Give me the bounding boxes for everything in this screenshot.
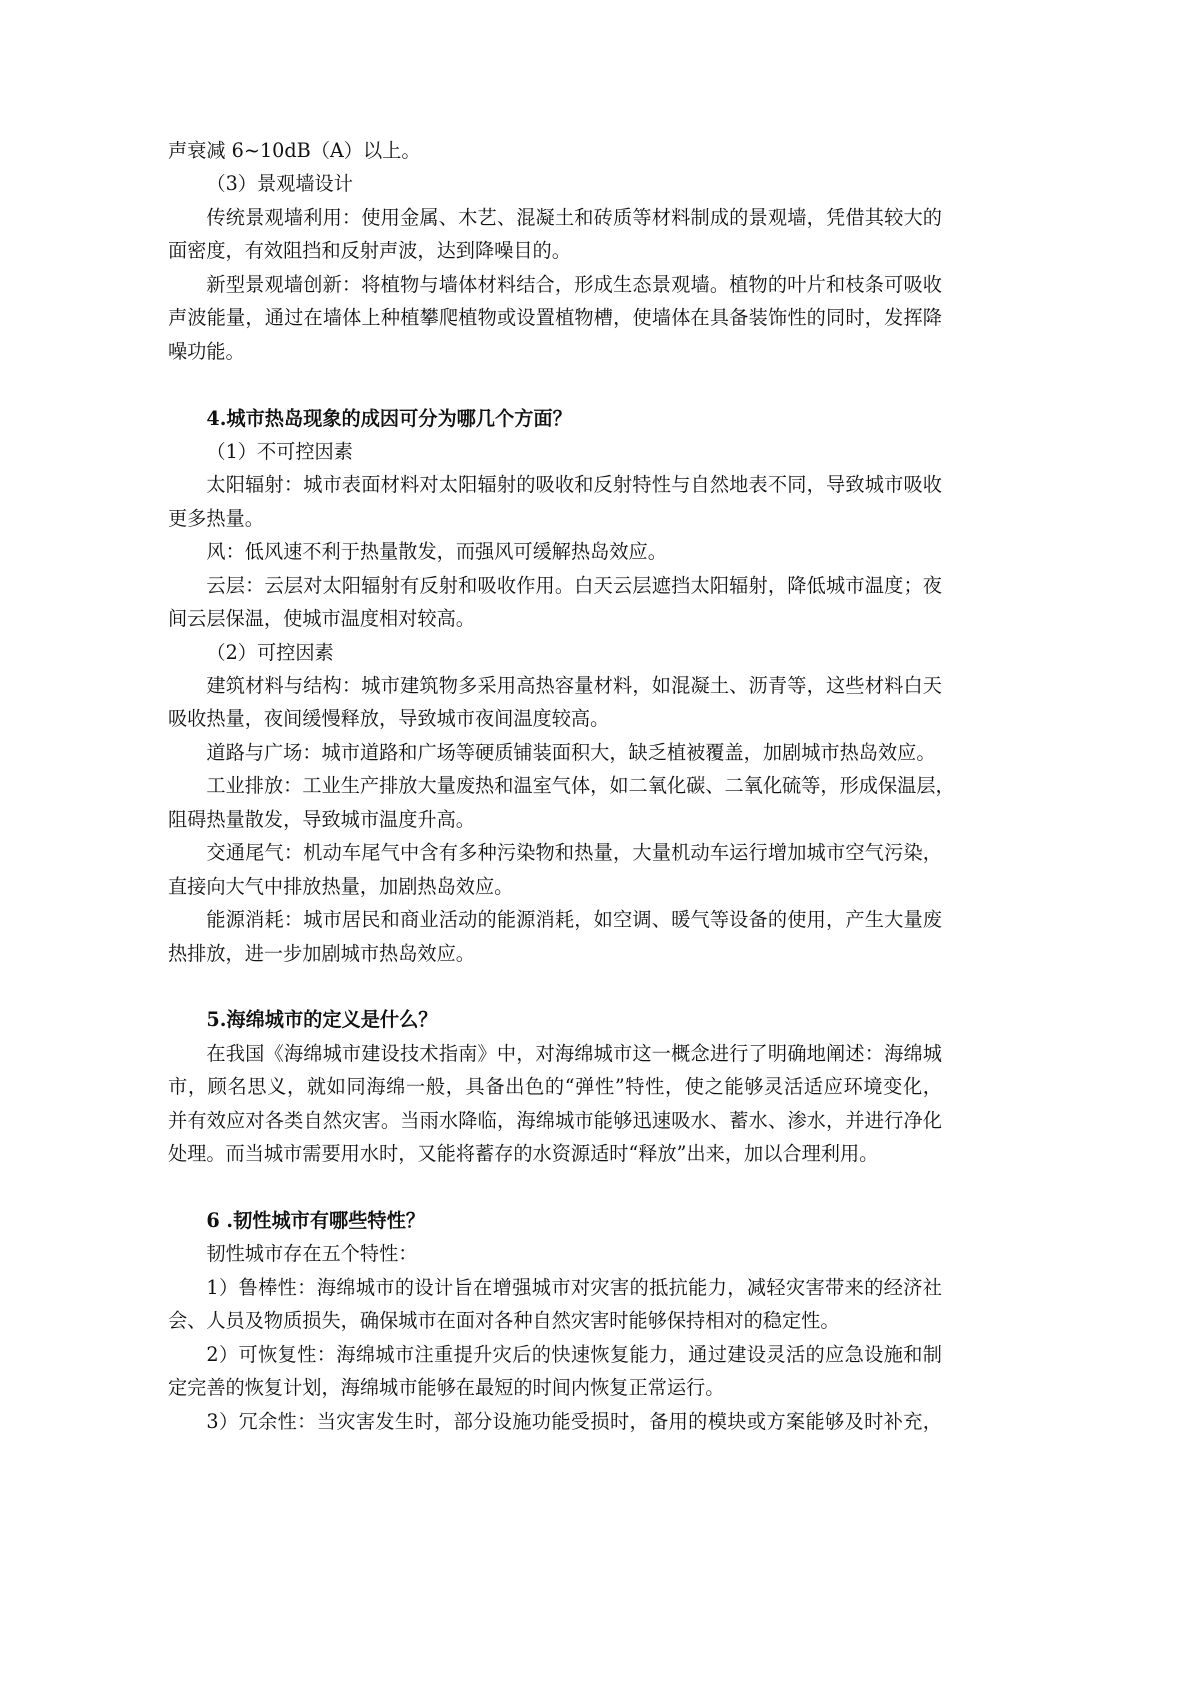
paragraph-line: 传统景观墙利用：使用金属、木艺、混凝土和砖质等材料制成的景观墙，凭借其较大的 bbox=[206, 205, 942, 229]
paragraph-solar-radiation bbox=[168, 468, 942, 535]
paragraph-line: 1）鲁棒性：海绵城市的设计旨在增强城市对灾害的抵抗能力，减轻灾害带来的经济社 bbox=[206, 1275, 942, 1299]
paragraph-line: 韧性城市存在五个特性： bbox=[206, 1242, 418, 1266]
paragraph-cloud bbox=[168, 569, 942, 636]
paragraph-line: 并有效应对各类自然灾害。当雨水降临，海绵城市能够迅速吸水、蓄水、渗水，并进行净化 bbox=[168, 1108, 942, 1132]
paragraph-robustness bbox=[168, 1271, 942, 1338]
subheading-uncontrollable: （1）不可控因素 bbox=[206, 439, 353, 463]
question-heading: 4.城市热岛现象的成因可分为哪几个方面？ bbox=[206, 406, 572, 430]
paragraph-line: 新型景观墙创新：将植物与墙体材料结合，形成生态景观墙。植物的叶片和枝条可吸收 bbox=[206, 272, 942, 296]
paragraph-redundancy bbox=[168, 1405, 942, 1438]
paragraph-line: 声衰减 6~10dB（A）以上。 bbox=[168, 139, 421, 162]
paragraph-line: 风：低风速不利于热量散发，而强风可缓解热岛效应。 bbox=[206, 540, 667, 564]
section-landscape-wall bbox=[168, 134, 942, 368]
paragraph-line: 市，顾名思义，就如同海绵一般，具备出色的“弹性”特性，使之能够灵活适应环境变化， bbox=[168, 1075, 942, 1099]
paragraph-line: 建筑材料与结构：城市建筑物多采用高热容量材料，如混凝土、沥青等，这些材料白天 bbox=[206, 674, 942, 697]
document-body bbox=[168, 134, 955, 1438]
paragraph-energy-consumption bbox=[168, 903, 942, 970]
question-heading: 6 .韧性城市有哪些特性？ bbox=[206, 1209, 425, 1232]
paragraph-line: 道路与广场：城市道路和广场等硬质铺装面积大，缺乏植被覆盖，加剧城市热岛效应。 bbox=[206, 740, 936, 764]
paragraph-innovative-wall bbox=[168, 268, 942, 368]
paragraph-line: 吸收热量，夜间缓慢释放，导致城市夜间温度较高。 bbox=[168, 707, 610, 731]
section-q6-resilient-city bbox=[168, 1204, 942, 1438]
paragraph-line: 阻碍热量散发，导致城市温度升高。 bbox=[168, 807, 475, 831]
paragraph-line: 面密度，有效阻挡和反射声波，达到降噪目的。 bbox=[168, 239, 571, 263]
paragraph-line: 处理。而当城市需要用水时，又能将蓄存的水资源适时“释放”出来，加以合理利用。 bbox=[168, 1142, 879, 1166]
paragraph-line: 工业排放：工业生产排放大量废热和温室气体，如二氧化碳、二氧化硫等，形成保温层， bbox=[206, 774, 955, 798]
subheading-landscape-wall: （3）景观墙设计 bbox=[206, 172, 353, 196]
paragraph-line: 声波能量，通过在墙体上种植攀爬植物或设置植物槽，使墙体在具备装饰性的同时，发挥降 bbox=[168, 306, 942, 330]
paragraph-sponge-definition bbox=[168, 1037, 942, 1171]
paragraph-line: 定完善的恢复计划，海绵城市能够在最短的时间内恢复正常运行。 bbox=[168, 1376, 725, 1400]
paragraph-traffic-exhaust bbox=[168, 836, 942, 903]
paragraph-line: 云层：云层对太阳辐射有反射和吸收作用。白天云层遮挡太阳辐射，降低城市温度；夜 bbox=[206, 573, 942, 597]
paragraph-line: 能源消耗：城市居民和商业活动的能源消耗，如空调、暖气等设备的使用，产生大量废 bbox=[206, 908, 942, 932]
paragraph-line: 太阳辐射：城市表面材料对太阳辐射的吸收和反射特性与自然地表不同，导致城市吸收 bbox=[206, 473, 942, 497]
paragraph-line: 噪功能。 bbox=[168, 339, 245, 363]
paragraph-line: 2）可恢复性：海绵城市注重提升灾后的快速恢复能力，通过建设灵活的应急设施和制 bbox=[206, 1342, 942, 1366]
section-q5-sponge-city bbox=[168, 1003, 942, 1170]
paragraph-line: 会、人员及物质损失，确保城市在面对各种自然灾害时能够保持相对的稳定性。 bbox=[168, 1309, 840, 1333]
paragraph-line: 直接向大气中排放热量，加剧热岛效应。 bbox=[168, 874, 514, 898]
paragraph-roads-squares bbox=[168, 736, 942, 769]
paragraph-building-materials bbox=[168, 669, 942, 736]
paragraph-wind bbox=[168, 535, 942, 568]
paragraph-line: 间云层保温，使城市温度相对较高。 bbox=[168, 607, 475, 631]
paragraph-line: 3）冗余性：当灾害发生时，部分设施功能受损时，备用的模块或方案能够及时补充， bbox=[206, 1409, 942, 1433]
paragraph-line: 更多热量。 bbox=[168, 506, 264, 530]
paragraph-recoverability bbox=[168, 1338, 942, 1405]
paragraph-industrial-emissions bbox=[168, 769, 955, 836]
paragraph-intro bbox=[168, 1237, 942, 1270]
paragraph-line: 热排放，进一步加剧城市热岛效应。 bbox=[168, 941, 475, 965]
paragraph-continuation bbox=[168, 134, 942, 167]
paragraph-line: 交通尾气：机动车尾气中含有多种污染物和热量，大量机动车运行增加城市空气污染， bbox=[206, 841, 942, 865]
section-q4-heat-island bbox=[168, 402, 955, 970]
paragraph-line: 在我国《海绵城市建设技术指南》中，对海绵城市这一概念进行了明确地阐述：海绵城 bbox=[206, 1041, 942, 1065]
subheading-controllable: （2）可控因素 bbox=[206, 640, 334, 664]
question-heading: 5.海绵城市的定义是什么？ bbox=[206, 1008, 438, 1032]
paragraph-traditional-wall bbox=[168, 201, 942, 268]
